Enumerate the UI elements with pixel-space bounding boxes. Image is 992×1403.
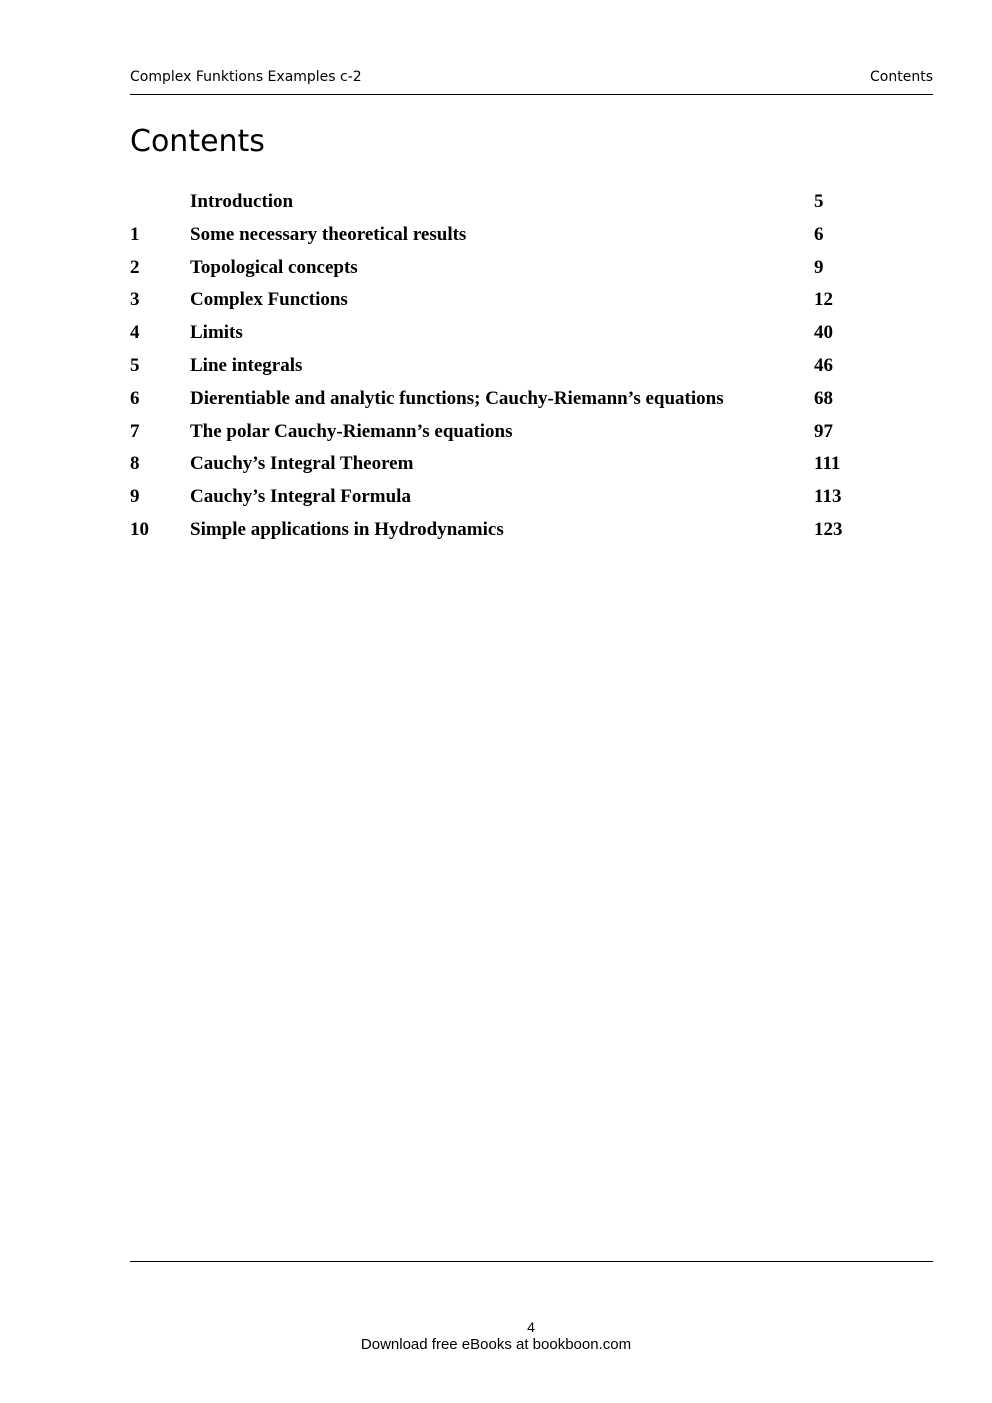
toc-entry-number: 1 [130,223,140,245]
toc-entry-number: 2 [130,256,140,278]
toc-entry-number: 8 [130,453,140,475]
page-number: 4 [527,1319,535,1335]
toc-entry-title: Cauchy’s Integral Theorem [190,453,414,475]
download-notice[interactable]: Download free eBooks at bookboon.com [360,1336,632,1353]
toc-entry-chapter-3[interactable] [130,284,890,317]
toc-entry-number: 3 [130,289,140,311]
table-of-contents [130,186,890,547]
toc-entry-number: 7 [130,420,140,442]
toc-entry-title: The polar Cauchy-Riemann’s equations [190,420,513,442]
toc-entry-number: 4 [130,322,140,344]
toc-entry-number: 5 [130,354,140,376]
toc-entry-number: 9 [130,486,140,508]
toc-entry-title: Dierentiable and analytic functions; Cauchy-Riemann’s equations [190,387,724,409]
toc-entry-number: 10 [130,518,149,540]
toc-entry-page: 68 [814,387,833,409]
toc-entry-page: 97 [814,420,833,442]
toc-entry-introduction[interactable] [130,186,890,219]
toc-entry-page: 9 [814,256,824,278]
toc-entry-title: Introduction [190,191,294,212]
footer-divider [130,1261,933,1262]
toc-entry-page: 12 [814,289,833,311]
toc-entry-page: 123 [814,518,843,540]
toc-entry-page: 40 [814,322,833,344]
running-header [130,68,933,95]
toc-entry-number: 6 [130,387,140,409]
toc-entry-chapter-2[interactable] [130,252,890,285]
toc-entry-chapter-8[interactable] [130,448,890,481]
toc-entry-chapter-9[interactable] [130,481,890,514]
page-title: Contents [130,124,265,159]
toc-entry-page: 46 [814,354,833,376]
toc-entry-title: Topological concepts [190,256,358,278]
toc-entry-chapter-5[interactable] [130,350,890,383]
header-section-name: Contents [870,69,933,85]
toc-entry-page: 5 [814,191,824,212]
header-book-title: Complex Funktions Examples c-2 [130,69,362,85]
toc-entry-title: Simple applications in Hydrodynamics [190,518,504,540]
toc-entry-title: Some necessary theoretical results [190,223,467,245]
toc-entry-chapter-6[interactable] [130,383,890,416]
toc-entry-title: Complex Functions [190,289,348,311]
toc-entry-chapter-4[interactable] [130,317,890,350]
toc-entry-title: Cauchy’s Integral Formula [190,486,411,508]
toc-entry-chapter-1[interactable] [130,219,890,252]
toc-entry-page: 111 [814,453,841,475]
toc-entry-page: 113 [814,486,842,508]
toc-entry-page: 6 [814,223,824,245]
toc-entry-chapter-10[interactable] [130,514,890,547]
toc-entry-chapter-7[interactable] [130,416,890,449]
toc-entry-title: Line integrals [190,354,303,376]
toc-entry-title: Limits [190,322,243,344]
